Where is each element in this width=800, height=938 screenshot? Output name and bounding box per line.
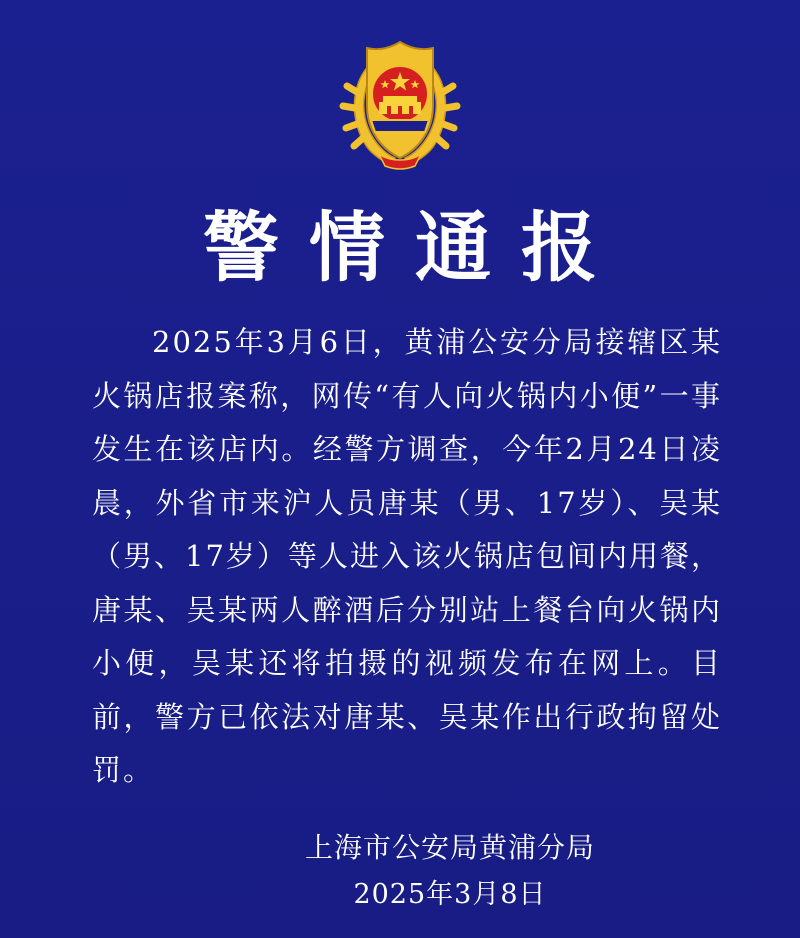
signature-organization: 上海市公安局黄浦分局 bbox=[304, 831, 595, 864]
notice-body: 2025年3月6日，黄浦公安分局接辖区某火锅店报案称，网传“有人向火锅内小便”一事发生在该店内。经警方调查，今年2月24日凌晨，外省市来沪人员唐某（男、17岁）、吴某（男、17岁）等人进入该火锅店包间内用餐，唐某、吴某两人醉酒后分别站上餐台向火锅内小便，吴某还将拍摄的视频发布在网上。目前，警方已依法对唐某、吴某作出行政拘留处罚。 bbox=[92, 325, 722, 787]
police-emblem-icon bbox=[335, 36, 465, 176]
signature-date: 2025年3月8日 bbox=[353, 879, 547, 910]
notice-title: 警情通报 bbox=[203, 203, 627, 292]
